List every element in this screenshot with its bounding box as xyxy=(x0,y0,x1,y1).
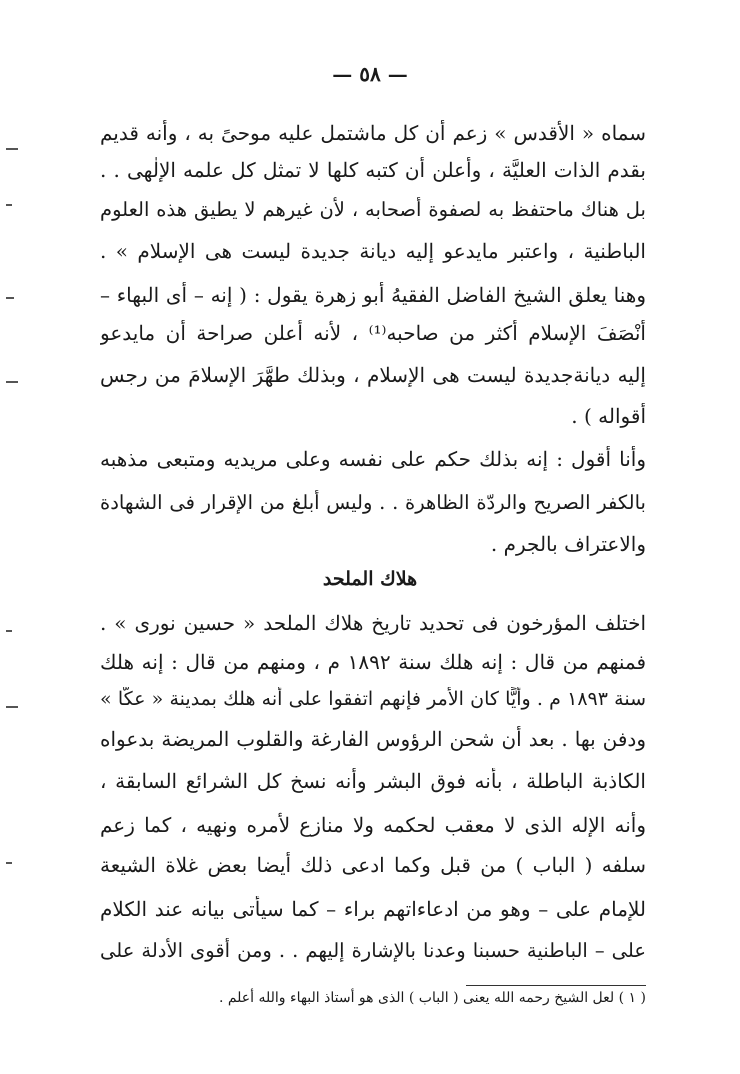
text-line: بالكفر الصريح والردّة الظاهرة . . وليس أبلغ من الإقرار فى الشهادة xyxy=(100,491,646,514)
section-heading: هلاك الملحد xyxy=(322,568,418,590)
scan-edge-mark xyxy=(6,297,14,299)
text-line: سنة ١٨٩٣ م . وأيًّا كان الأمر فإنهم اتفقوا على أنه هلك بمدينة « عكًّا » xyxy=(100,688,646,710)
footnote: ( ١ ) لعل الشيخ رحمه الله يعنى ( الباب ) الذى هو أستاذ البهاء والله أعلم . xyxy=(218,990,646,1006)
text-line: بقدم الذات العليَّة ، وأعلن أن كتبه كلها لا تمثل كل علمه الإلٰهى . . xyxy=(100,158,646,182)
text-line: فمنهم من قال : إنه هلك سنة ١٨٩٢ م ، ومنهم من قال : إنه هلك xyxy=(100,650,646,674)
text-line: الكاذبة الباطلة ، بأنه فوق البشر وأنه نسخ كل الشرائع السابقة ، xyxy=(100,769,646,793)
scan-edge-mark xyxy=(6,148,18,150)
text-line: الباطنية ، واعتبر مايدعو إليه ديانة جديدة ليست هى الإسلام » . xyxy=(100,239,646,263)
text-line: اختلف المؤرخون فى تحديد تاريخ هلاك الملحد « حسين نورى » . xyxy=(100,611,646,635)
text-line: وأنه الإله الذى لا معقب لحكمه ولا منازع لأمره ونهيه ، كما زعم xyxy=(100,813,646,837)
page-number: — ٥٨ — xyxy=(332,62,408,86)
text-line: ودفن بها . بعد أن شحن الرؤوس الفارغة والقلوب المريضة بدعواه xyxy=(100,727,646,751)
footnote-separator xyxy=(466,985,646,986)
text-line: وأنا أقول : إنه بذلك حكم على نفسه وعلى مريديه ومتبعى مذهبه xyxy=(100,447,646,471)
text-line: سلفه ( الباب ) من قبل وكما ادعى ذلك أيضا بعض غلاة الشيعة xyxy=(100,853,646,877)
text-line: أقواله ) . xyxy=(571,404,646,428)
text-line: للإمام على – وهو من ادعاءاتهم براء – كما سيأتى بيانه عند الكلام xyxy=(100,897,646,921)
text-line: وهنا يعلق الشيخ الفاضل الفقيهُ أبو زهرة يقول : ( إنه – أى البهاء – xyxy=(100,283,646,307)
scan-edge-mark xyxy=(6,204,12,206)
text-line: والاعتراف بالجرم . xyxy=(490,532,646,556)
scan-edge-mark xyxy=(6,381,18,383)
scan-edge-mark xyxy=(6,706,18,708)
text-line: بل هناك ماحتفظ به لصفوة أصحابه ، لأن غيرهم لا يطيق هذه العلوم xyxy=(100,198,646,221)
text-line: إليه ديانةجديدة ليست هى الإسلام ، وبذلك طهَّرَ الإسلامَ من رجس xyxy=(100,363,646,387)
text-line: سماه « الأقدس » زعم أن كل ماشتمل عليه موحىً به ، وأنه قديم xyxy=(100,121,646,145)
text-line: على – الباطنية حسبنا وعدنا بالإشارة إليهم . . ومن أقوى الأدلة على xyxy=(100,939,646,962)
scan-edge-mark xyxy=(6,630,12,632)
text-line: أنْصَفَ الإسلام أكثر من صاحبه⁽¹⁾ ، لأنه أعلن صراحة أن مايدعو xyxy=(100,321,646,345)
scan-edge-mark xyxy=(6,862,12,864)
